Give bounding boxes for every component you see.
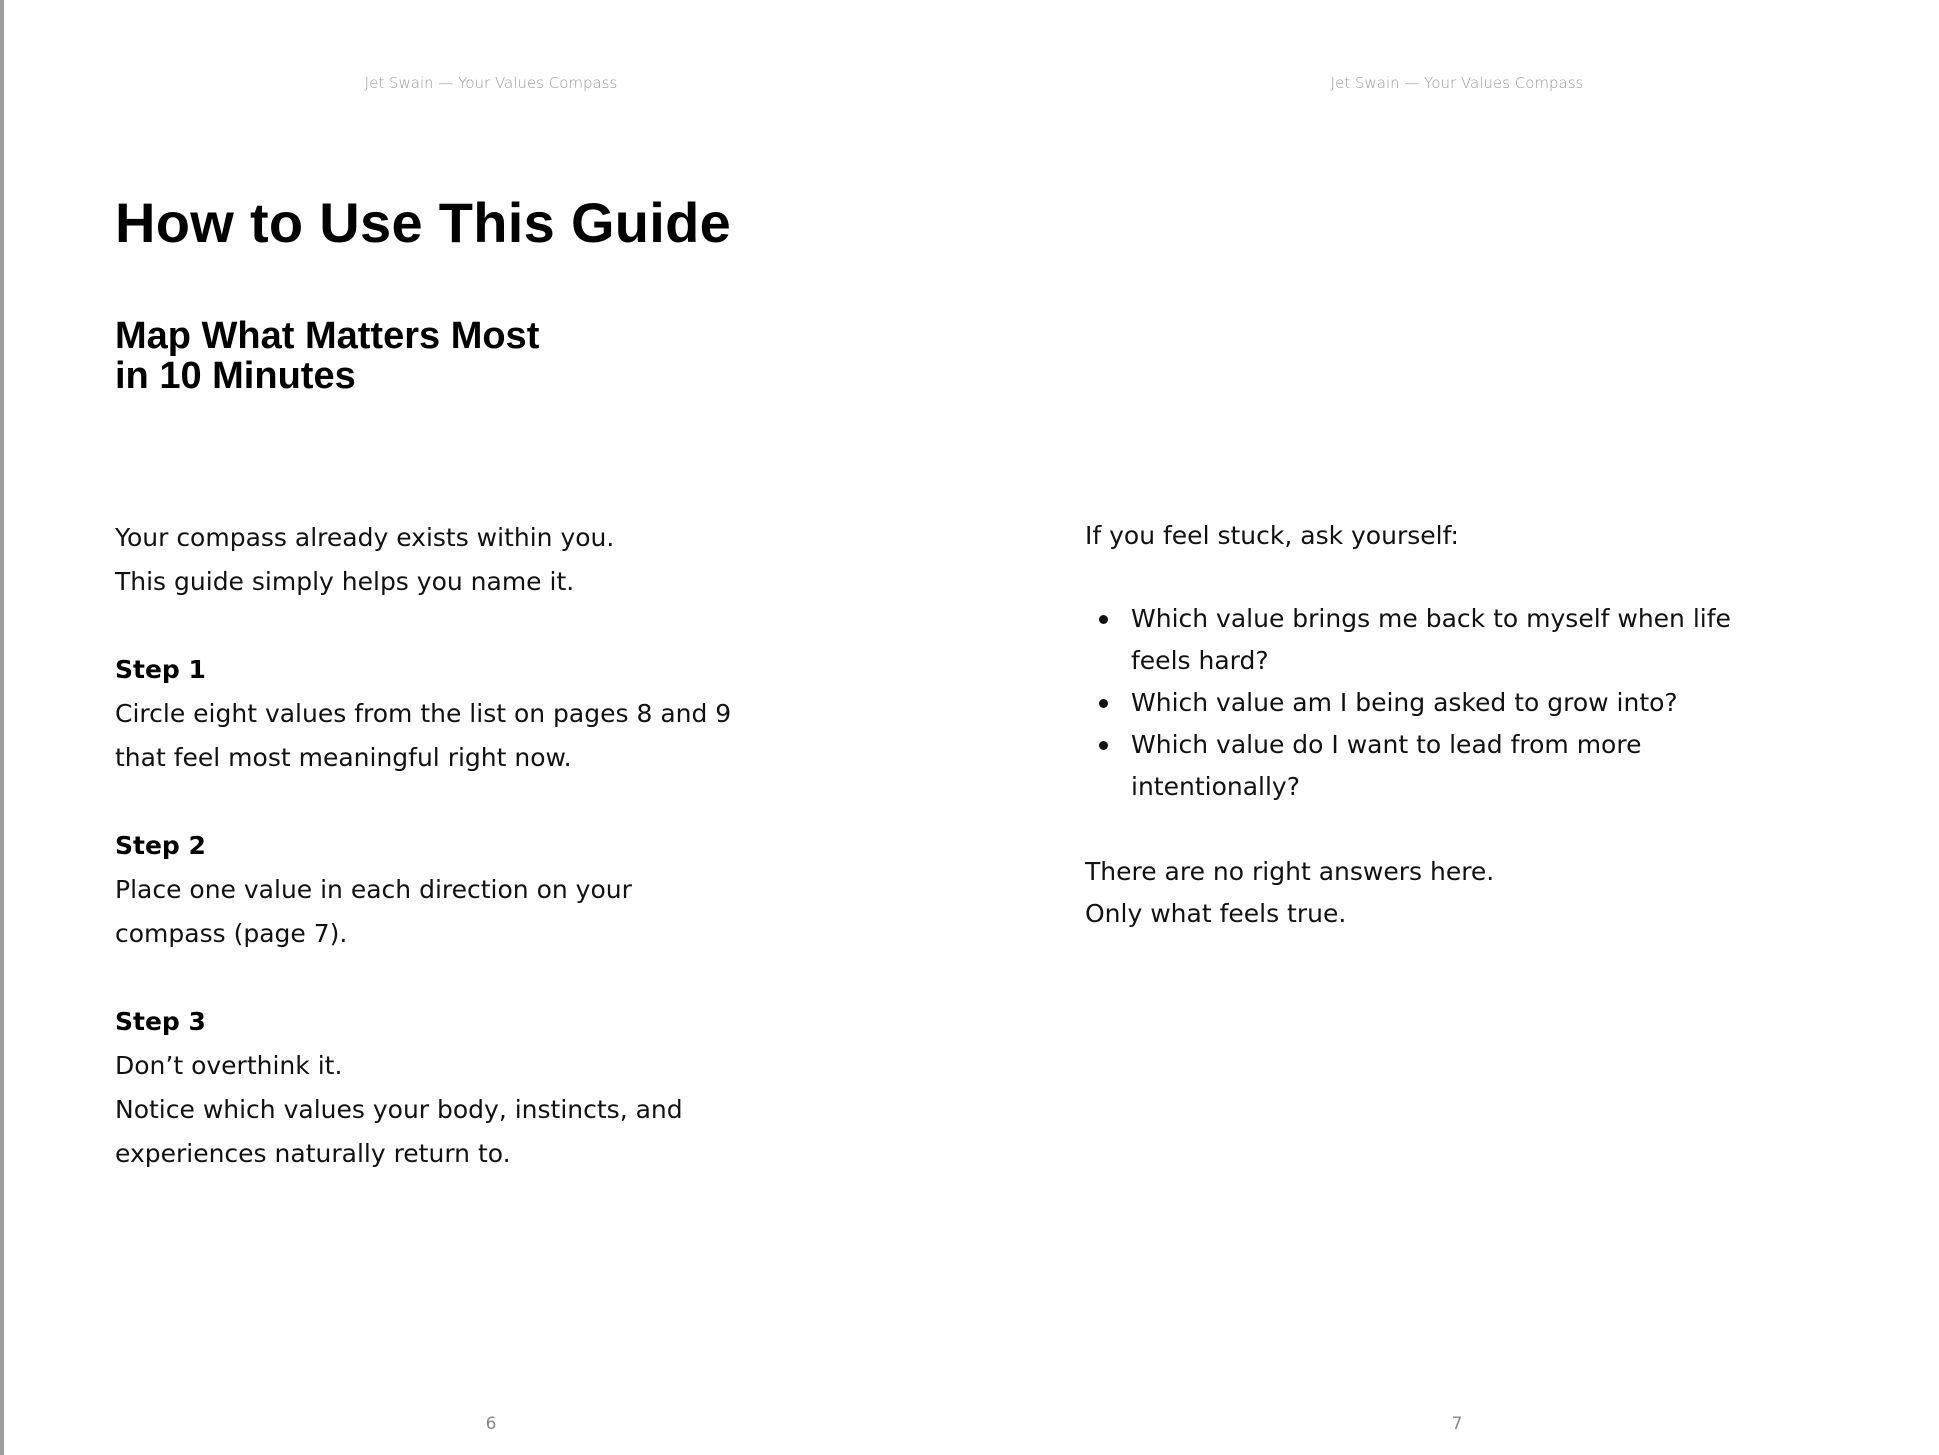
- step-text-line: that feel most meaningful right now.: [115, 743, 572, 772]
- closing-paragraph: [1085, 851, 1494, 935]
- stuck-prompt: If you feel stuck, ask yourself:: [1085, 521, 1459, 550]
- question-line: intentionally?: [1131, 772, 1300, 801]
- running-head: Jet Swain — Your Values Compass: [364, 74, 618, 92]
- page-title: How to Use This Guide: [115, 191, 732, 254]
- page-subtitle: [115, 316, 539, 396]
- closing-line: There are no right answers here.: [1085, 857, 1495, 886]
- step-heading: Step 2: [115, 831, 206, 860]
- step-heading: Step 3: [115, 1007, 206, 1036]
- step-text-line: experiences naturally return to.: [115, 1139, 511, 1168]
- reflection-questions: [1085, 598, 1731, 808]
- bullet-icon: [1099, 699, 1108, 708]
- step-3: [115, 1000, 683, 1176]
- page-7: [974, 0, 1939, 1455]
- step-heading: Step 1: [115, 655, 206, 684]
- intro-line: This guide simply helps you name it.: [115, 567, 575, 596]
- page-number: 7: [1451, 1414, 1463, 1434]
- page-number: 6: [485, 1414, 497, 1434]
- step-text-line: Notice which values your body, instincts, and: [115, 1095, 683, 1124]
- bullet-icon: [1099, 741, 1108, 750]
- subtitle-line: Map What Matters Most: [115, 315, 540, 357]
- intro-line: Your compass already exists within you.: [115, 523, 615, 552]
- step-1: [115, 648, 731, 780]
- bullet-icon: [1099, 615, 1108, 624]
- step-text-line: Don’t overthink it.: [115, 1051, 343, 1080]
- intro-paragraph: [115, 516, 614, 604]
- question-line: feels hard?: [1131, 646, 1269, 675]
- step-text-line: compass (page 7).: [115, 919, 348, 948]
- step-2: [115, 824, 632, 956]
- list-item: [1085, 682, 1731, 724]
- list-item: [1085, 598, 1731, 682]
- question-line: Which value do I want to lead from more: [1131, 730, 1642, 759]
- step-text-line: Circle eight values from the list on pages 8 and 9: [115, 699, 732, 728]
- page-6: [4, 0, 974, 1455]
- list-item: [1085, 724, 1731, 808]
- question-line: Which value am I being asked to grow into?: [1131, 688, 1678, 717]
- step-text-line: Place one value in each direction on your: [115, 875, 632, 904]
- subtitle-line: in 10 Minutes: [115, 355, 356, 397]
- question-line: Which value brings me back to myself when life: [1131, 604, 1731, 633]
- closing-line: Only what feels true.: [1085, 899, 1347, 928]
- running-head: Jet Swain — Your Values Compass: [1330, 74, 1584, 92]
